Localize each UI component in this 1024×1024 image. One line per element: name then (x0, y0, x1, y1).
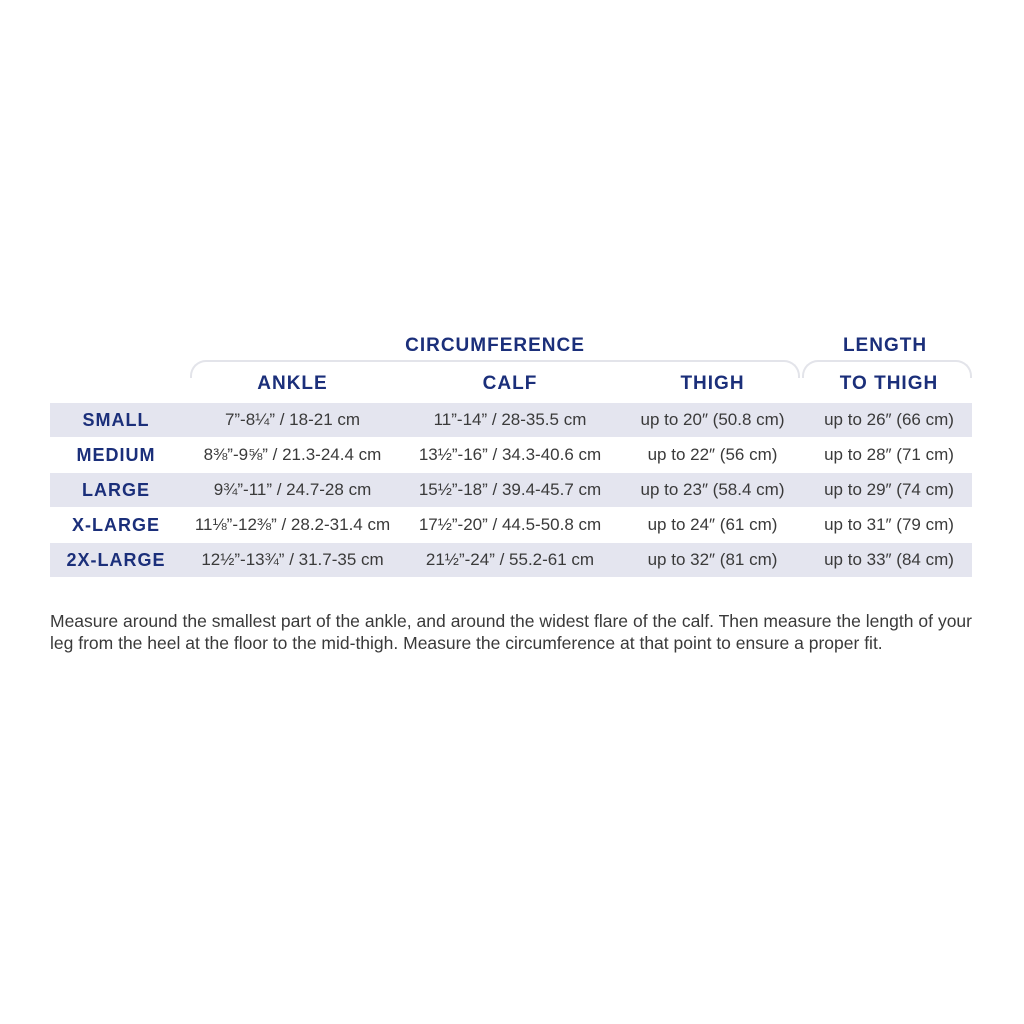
size-label: X-LARGE (72, 515, 160, 535)
thigh-cell: up to 20″ (50.8 cm) (640, 410, 785, 429)
length-cell: up to 33″ (84 cm) (824, 550, 954, 569)
length-cell: up to 29″ (74 cm) (824, 480, 954, 499)
to-thigh-column-header: TO THIGH (839, 373, 939, 394)
table-row (50, 473, 972, 507)
table-row (50, 508, 972, 542)
thigh-cell: up to 22″ (56 cm) (647, 445, 778, 464)
calf-cell: 11”-14” / 28-35.5 cm (433, 410, 587, 429)
size-label: SMALL (82, 410, 150, 430)
length-cell: up to 26″ (66 cm) (824, 410, 954, 429)
ankle-cell: 9¾”-11” / 24.7-28 cm (213, 480, 372, 499)
thigh-cell: up to 23″ (58.4 cm) (640, 480, 785, 499)
calf-cell: 15½”-18” / 39.4-45.7 cm (418, 480, 602, 499)
ankle-cell: 12½”-13¾” / 31.7-35 cm (201, 550, 384, 569)
calf-cell: 13½”-16” / 34.3-40.6 cm (418, 445, 602, 464)
table-row (50, 403, 972, 437)
size-label: MEDIUM (76, 445, 156, 465)
ankle-cell: 11⅛”-12⅜” / 28.2-31.4 cm (194, 515, 391, 534)
measurement-instructions: Measure around the smallest part of the ankle, and around the widest flare of the calf. Then measure the length of your leg from the heel at the floor to the mid-thigh. Measure the circumference at that point to ensure a proper fit. (50, 610, 972, 653)
table-row (50, 543, 972, 577)
calf-cell: 21½”-24” / 55.2-61 cm (425, 550, 595, 569)
length-cell: up to 28″ (71 cm) (824, 445, 954, 464)
size-label: 2X-LARGE (66, 550, 166, 570)
thigh-cell: up to 24″ (61 cm) (647, 515, 778, 534)
length-cell: up to 31″ (79 cm) (824, 515, 954, 534)
ankle-cell: 7”-8¼” / 18-21 cm (224, 410, 361, 429)
length-group-heading: LENGTH (842, 335, 928, 356)
calf-cell: 17½”-20” / 44.5-50.8 cm (418, 515, 602, 534)
circumference-group-heading: CIRCUMFERENCE (405, 335, 585, 356)
size-label: LARGE (82, 480, 150, 500)
calf-column-header: CALF (482, 373, 538, 394)
ankle-cell: 8⅜”-9⅝” / 21.3-24.4 cm (203, 445, 382, 464)
thigh-cell: up to 32″ (81 cm) (647, 550, 778, 569)
thigh-column-header: THIGH (680, 373, 745, 394)
ankle-column-header: ANKLE (257, 373, 328, 394)
table-row (50, 438, 972, 472)
